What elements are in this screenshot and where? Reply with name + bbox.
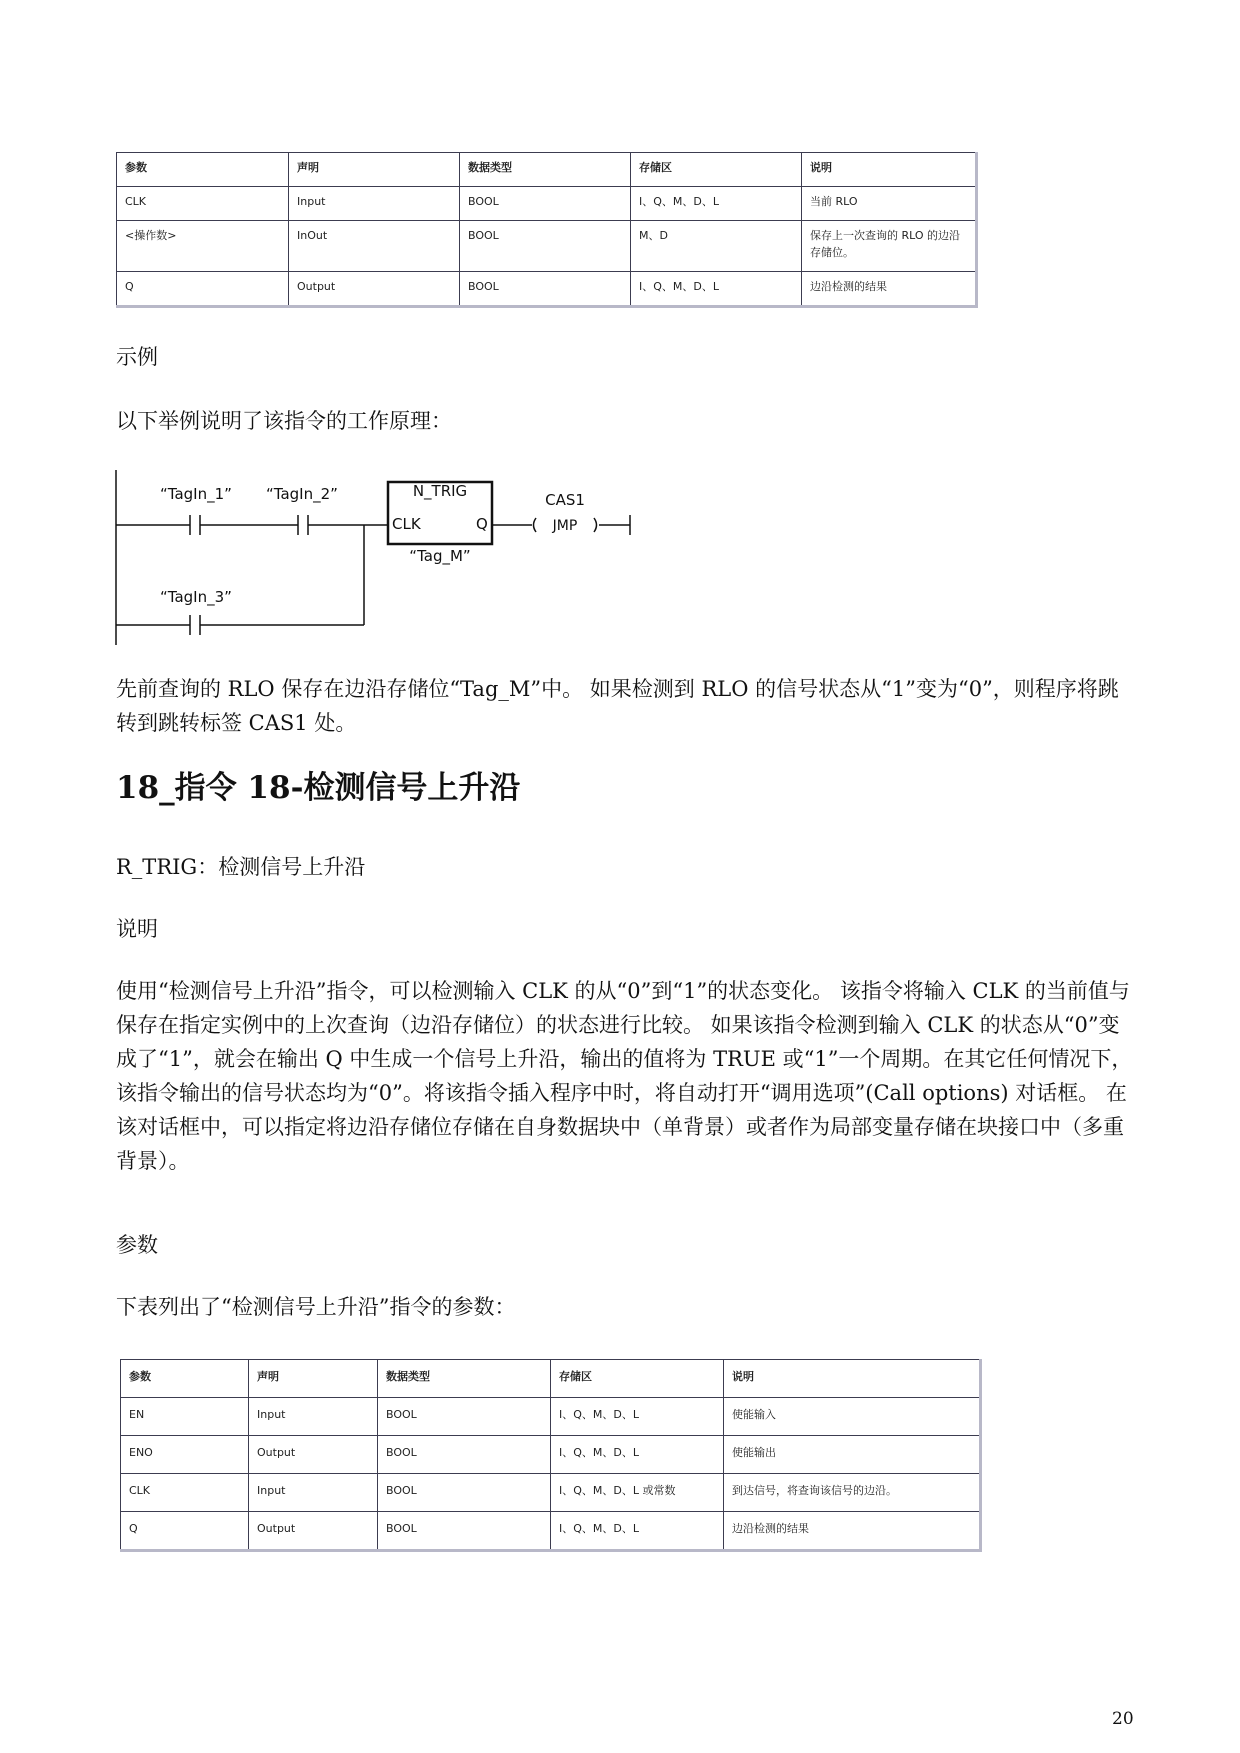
table-cell: BOOL [460, 272, 631, 307]
table-cell: I、Q、M、D、L [551, 1398, 724, 1436]
example-intro: 以下举例说明了该指令的工作原理： [116, 409, 452, 433]
table-row [117, 221, 977, 272]
table-header-cell: 声明 [289, 153, 460, 187]
table-cell: Q [121, 1512, 249, 1551]
table-cell: I、Q、M、D、L [551, 1512, 724, 1551]
table-cell: BOOL [460, 221, 631, 272]
table-cell: Output [249, 1436, 378, 1474]
instance-label: “Tag_M” [409, 547, 471, 565]
table-cell: CLK [117, 187, 289, 221]
table-cell: Q [117, 272, 289, 307]
table-cell: CLK [121, 1474, 249, 1512]
example-explanation: 先前查询的 RLO 保存在边沿存储位“Tag_M”中。 如果检测到 RLO 的信号状态从“1”变为“0”，则程序将跳转到跳转标签 CAS1 处。 [116, 677, 1119, 735]
table-row [121, 1474, 981, 1512]
block-input-label: CLK [392, 515, 421, 533]
table-header-cell: 存储区 [551, 1360, 724, 1398]
table-cell: I、Q、M、D、L [631, 272, 802, 307]
table-cell: 到达信号，将查询该信号的边沿。 [724, 1474, 981, 1512]
table-header-cell: 声明 [249, 1360, 378, 1398]
table-cell: <操作数> [117, 221, 289, 272]
table-cell: I、Q、M、D、L [631, 187, 802, 221]
r-trig-parameter-table [120, 1359, 982, 1552]
table-row [117, 272, 977, 307]
table-cell: 使能输出 [724, 1436, 981, 1474]
description-paragraph: 使用“检测信号上升沿”指令，可以检测输入 CLK 的从“0”到“1”的状态变化。 该指令将输入 CLK 的当前值与保存在指定实例中的上次查询（边沿存储位）的状态进行比较。 如果该指令检测到输入 CLK 的状态从“0”变成了“1”，就会在输出 Q 中生成一个信号上升沿，输出的值将为 TRUE 或“1”一个周期。在其它任何情况下，该指令输出的信号状态均为“0”。将该指令插入程序中时，将自动打开“调用选项”(Call options) 对话框。 在该对话框中，可以指定将边沿存储位存储在自身数据块中（单背景）或者作为局部变量存储在块接口中（多重背景）。 [116, 979, 1133, 1173]
table-cell: Output [289, 272, 460, 307]
description-heading: 说明 [116, 917, 158, 941]
table-cell: BOOL [378, 1436, 551, 1474]
parameters-intro: 下表列出了“检测信号上升沿”指令的参数： [116, 1295, 516, 1319]
table-cell: I、Q、M、D、L 或常数 [551, 1474, 724, 1512]
table-cell: Input [249, 1474, 378, 1512]
jmp-coil-right [594, 518, 597, 532]
contact-3-label: “TagIn_3” [160, 588, 232, 606]
table-cell: 保存上一次查询的 RLO 的边沿存储位。 [802, 221, 977, 272]
table-header-cell: 参数 [117, 153, 289, 187]
table-cell: Output [249, 1512, 378, 1551]
table-header-cell: 存储区 [631, 153, 802, 187]
table-cell: I、Q、M、D、L [551, 1436, 724, 1474]
table-row [117, 187, 977, 221]
table-cell: 边沿检测的结果 [724, 1512, 981, 1551]
n-trig-parameter-table [116, 152, 978, 308]
table-cell: InOut [289, 221, 460, 272]
table-header-cell: 数据类型 [460, 153, 631, 187]
contact-2-label: “TagIn_2” [266, 485, 338, 503]
table-cell: BOOL [378, 1398, 551, 1436]
jmp-coil-left [534, 518, 537, 532]
block-name: N_TRIG [412, 482, 468, 500]
section-title: 18_指令 18-检测信号上升沿 [116, 770, 521, 806]
contact-1-label: “TagIn_1” [160, 485, 232, 503]
rtrig-line: R_TRIG：检测信号上升沿 [116, 855, 366, 879]
table-header-row [117, 153, 977, 187]
ladder-diagram [110, 465, 670, 650]
table-cell: 使能输入 [724, 1398, 981, 1436]
page-number: 20 [1112, 1709, 1134, 1729]
table-cell: Input [289, 187, 460, 221]
table-cell: BOOL [378, 1474, 551, 1512]
table-cell: BOOL [378, 1512, 551, 1551]
jmp-coil-label: JMP [552, 518, 578, 534]
example-heading: 示例 [116, 345, 158, 369]
table-header-cell: 数据类型 [378, 1360, 551, 1398]
table-header-cell: 参数 [121, 1360, 249, 1398]
table-cell: 当前 RLO [802, 187, 977, 221]
table-header-row [121, 1360, 981, 1398]
jump-label: CAS1 [545, 491, 585, 509]
table-cell: EN [121, 1398, 249, 1436]
table-row [121, 1436, 981, 1474]
table-cell: M、D [631, 221, 802, 272]
table-header-cell: 说明 [724, 1360, 981, 1398]
table-cell: Input [249, 1398, 378, 1436]
table-cell: BOOL [460, 187, 631, 221]
block-output-label: Q [476, 515, 488, 533]
table-cell: ENO [121, 1436, 249, 1474]
table-row [121, 1512, 981, 1551]
table-row [121, 1398, 981, 1436]
table-cell: 边沿检测的结果 [802, 272, 977, 307]
table-header-cell: 说明 [802, 153, 977, 187]
parameters-heading: 参数 [116, 1233, 158, 1257]
